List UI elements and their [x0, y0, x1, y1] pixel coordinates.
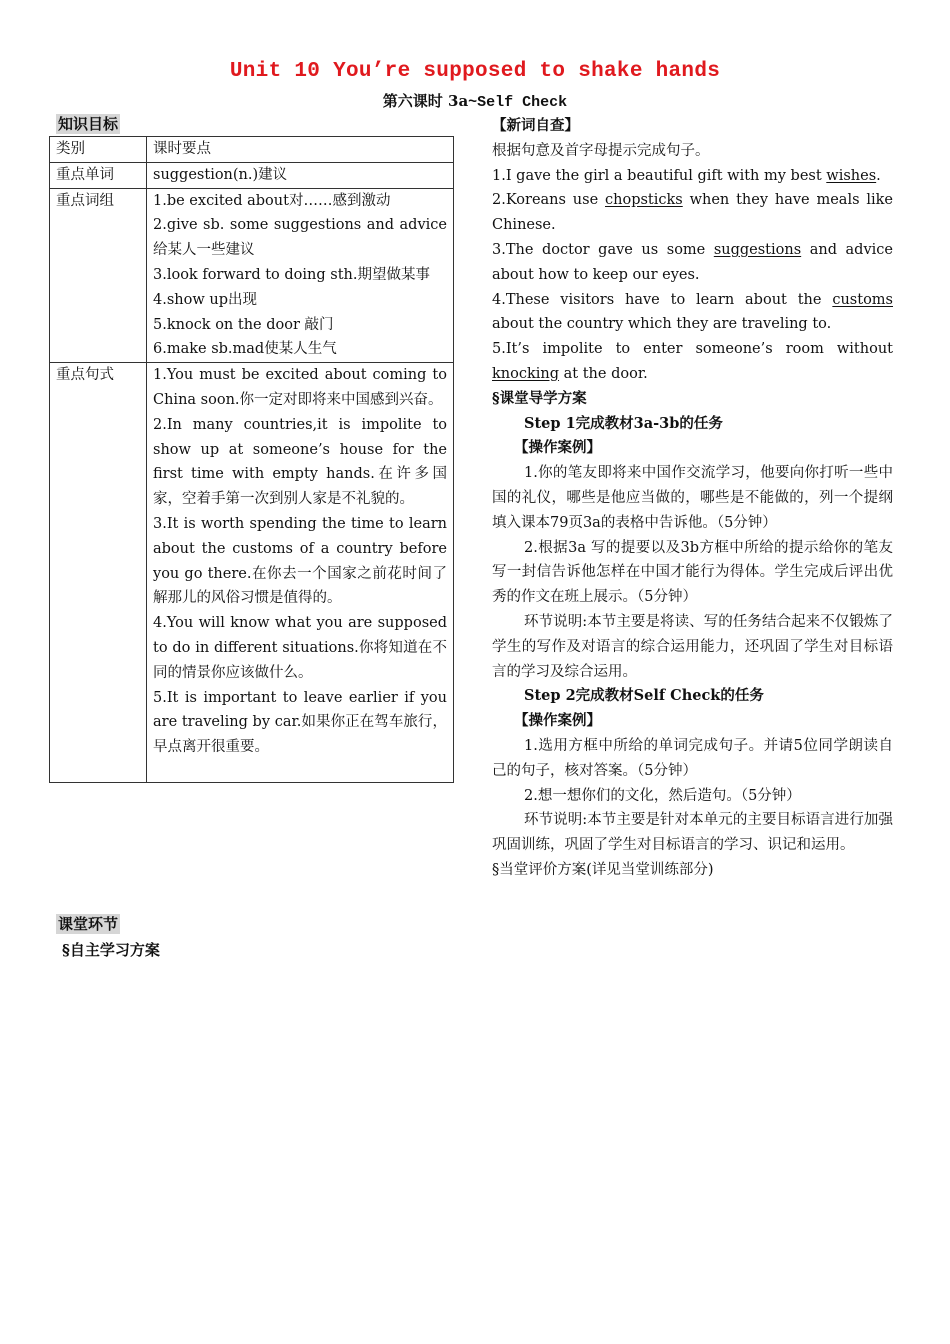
step2-item: 2.想一想你们的文化，然后造句。（5分钟）	[524, 787, 801, 804]
table-header-row	[50, 137, 454, 163]
vocab-heading: 【新词自查】	[492, 117, 579, 134]
step1-item: 1.你的笔友即将来中国作交流学习，他要向你打听一些中国的礼仪，哪些是他应当做的，哪些是不能做的，列一个提纲填入课本79页3a的表格中告诉他。（5分钟）	[492, 465, 893, 531]
row-category-sentences: 重点句式	[50, 363, 147, 783]
sentence-item: 2.In many countries,it is impolite to show up at someone’s house for the first time with empty hands.在许多国家，空着手第一次到别人家是不礼貌的。	[153, 416, 447, 508]
key-word-cell	[147, 162, 454, 188]
vocab-sentence: 2.Koreans use chopsticks when they have meals like Chinese.	[492, 192, 894, 234]
header-points: 课时要点	[147, 137, 454, 163]
step1-case-label: 【操作案例】	[514, 439, 601, 457]
self-study-label: §自主学习方案	[62, 941, 160, 959]
sentence-item: 5.It is important to leave earlier if you are traveling by car.如果你正在驾车旅行，早点离开很重要。	[153, 689, 447, 756]
sentence-item: 1.You must be excited about coming to China soon.你一定对即将来中国感到兴奋。	[153, 367, 447, 408]
answer-word: chopsticks	[605, 192, 683, 209]
step2-note: 环节说明:本节主要是针对本单元的主要目标语言进行加强巩固训练，巩固了学生对目标语言的学习、识记和运用。	[492, 812, 893, 854]
answer-word: customs	[832, 291, 893, 308]
vocab-sentence: 5.It’s impolite to enter someone’s room without knocking at the door.	[492, 341, 893, 382]
page-subtitle	[0, 90, 950, 111]
step1-item: 2.根据3a 写的提要以及3b方框中所给的提示给你的笔友写一封信告诉他怎样在中国才能行为得体。学生完成后评出优秀的作文在班上展示。（5分钟）	[492, 539, 893, 606]
class-section-label: 课堂环节	[58, 915, 119, 933]
knowledge-goals-label: 知识目标	[58, 115, 119, 133]
key-phrases-cell	[147, 188, 454, 363]
evaluation-line: §当堂评价方案(详见当堂训练部分)	[492, 861, 714, 878]
row-category-words: 重点单词	[50, 162, 147, 188]
header-category: 类别	[50, 137, 147, 163]
step1-title: Step 1完成教材3a-3b的任务	[524, 414, 723, 432]
step2-item: 1.选用方框中所给的单词完成句子。并请5位同学朗读自己的句子，核对答案。（5分钟）	[492, 737, 893, 779]
key-sentences-cell	[147, 363, 454, 783]
phrase-item: 3.look forward to doing sth.期望做某事	[153, 266, 430, 283]
knowledge-table	[49, 136, 454, 783]
vocab-instruction: 根据句意及首字母提示完成句子。	[492, 142, 710, 159]
answer-word: suggestions	[713, 241, 802, 258]
phrase-item: 4.show up出现	[153, 291, 257, 308]
row-category-phrases: 重点词组	[50, 188, 147, 363]
step1-note: 环节说明:本节主要是将读、写的任务结合起来不仅锻炼了学生的写作及对语言的综合运用能力，还巩固了学生对目标语言的学习及综合运用。	[492, 613, 893, 680]
vocab-sentence: 1.I gave the girl a beautiful gift with my best wishes.	[492, 167, 881, 184]
subtitle-range: ~Self Check	[468, 94, 568, 111]
table-row	[50, 188, 454, 363]
subtitle-lesson: 第六课时 3a	[382, 92, 469, 110]
answer-word: wishes	[826, 167, 877, 184]
phrase-item: 6.make sb.mad使某人生气	[153, 341, 337, 358]
vocab-sentence: 4.These visitors have to learn about the customs about the country which they are traveling to.	[492, 291, 893, 333]
vocab-sentence: 3.The doctor gave us some suggestions and advice about how to keep our eyes.	[492, 241, 893, 283]
right-column	[492, 114, 893, 883]
phrase-item: 1.be excited about对……感到激动	[153, 192, 391, 209]
page-title: Unit 10 You’re supposed to shake hands	[229, 60, 721, 83]
step2-case-label: 【操作案例】	[514, 712, 601, 730]
answer-word: knocking	[492, 365, 560, 382]
sentence-item: 4.You will know what you are supposed to do in different situations.你将知道在不同的情景你应该做什么。	[153, 615, 447, 681]
step2-title: Step 2完成教材Self Check的任务	[524, 687, 764, 705]
table-row	[50, 363, 454, 783]
phrase-item: 5.knock on the door 敲门	[153, 316, 334, 333]
phrase-item: 2.give sb. some suggestions and advice给某人一些建议	[153, 217, 447, 259]
table-row	[50, 162, 454, 188]
sentence-item: 3.It is worth spending the time to learn about the customs of a country before you go there.在你去一个国家之前花时间了解那儿的风俗习惯是值得的。	[153, 515, 447, 607]
key-word: suggestion(n.)建议	[153, 166, 288, 183]
guide-heading: §课堂导学方案	[492, 389, 587, 407]
